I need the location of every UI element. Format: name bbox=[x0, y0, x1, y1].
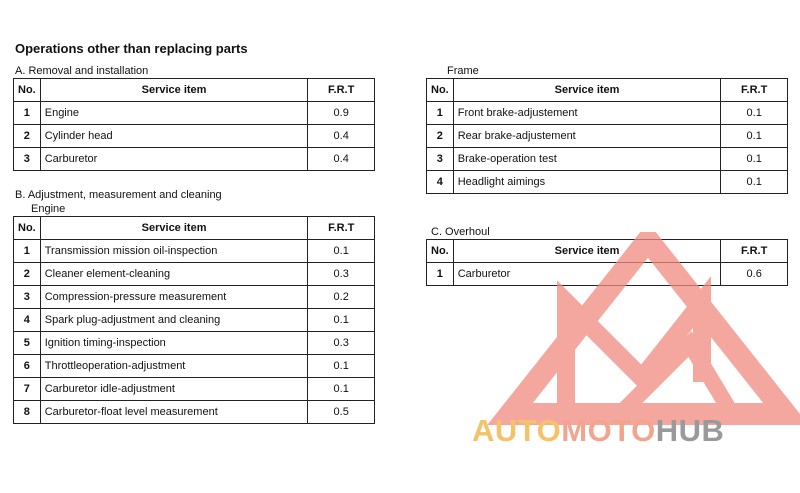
removal-installation-table bbox=[13, 78, 375, 171]
table-row bbox=[427, 171, 788, 194]
engine-adjustment-table bbox=[13, 216, 375, 424]
row-number: 3 bbox=[14, 286, 41, 309]
frt-value-cell: 0.1 bbox=[721, 148, 788, 171]
service-item-cell: Cylinder head bbox=[40, 125, 308, 148]
frt-value-cell: 0.3 bbox=[308, 332, 375, 355]
frt-value-cell: 0.1 bbox=[308, 309, 375, 332]
row-number: 8 bbox=[14, 401, 41, 424]
service-item-cell: Carburetor idle-adjustment bbox=[40, 378, 308, 401]
table-header-row bbox=[427, 79, 788, 102]
col-header-service-item: Service item bbox=[453, 240, 721, 263]
engine-subsection-label: Engine bbox=[31, 203, 66, 215]
section-c-label: C. Overhoul bbox=[431, 226, 490, 238]
row-number: 1 bbox=[14, 102, 41, 125]
service-item-cell: Cleaner element-cleaning bbox=[40, 263, 308, 286]
col-header-frt: F.R.T bbox=[721, 240, 788, 263]
frt-value-cell: 0.2 bbox=[308, 286, 375, 309]
col-header-service-item: Service item bbox=[40, 217, 308, 240]
row-number: 1 bbox=[427, 263, 454, 286]
col-header-service-item: Service item bbox=[40, 79, 308, 102]
col-header-no: No. bbox=[427, 79, 454, 102]
frt-value-cell: 0.1 bbox=[721, 125, 788, 148]
row-number: 4 bbox=[14, 309, 41, 332]
page-title: Operations other than replacing parts bbox=[15, 41, 248, 56]
service-item-cell: Throttleoperation-adjustment bbox=[40, 355, 308, 378]
col-header-frt: F.R.T bbox=[721, 79, 788, 102]
col-header-no: No. bbox=[14, 217, 41, 240]
watermark-hub-text: HUB bbox=[655, 413, 725, 448]
table-row bbox=[14, 401, 375, 424]
table-row bbox=[427, 263, 788, 286]
service-item-cell: Rear brake-adjustement bbox=[453, 125, 721, 148]
table-row bbox=[14, 102, 375, 125]
row-number: 4 bbox=[427, 171, 454, 194]
service-item-cell: Transmission mission oil-inspection bbox=[40, 240, 308, 263]
row-number: 1 bbox=[427, 102, 454, 125]
table-row bbox=[14, 378, 375, 401]
row-number: 2 bbox=[427, 125, 454, 148]
service-item-cell: Engine bbox=[40, 102, 308, 125]
row-number: 5 bbox=[14, 332, 41, 355]
table-header-row bbox=[14, 217, 375, 240]
service-item-cell: Compression-pressure measurement bbox=[40, 286, 308, 309]
row-number: 6 bbox=[14, 355, 41, 378]
row-number: 1 bbox=[14, 240, 41, 263]
col-header-frt: F.R.T bbox=[308, 79, 375, 102]
table-header-row bbox=[427, 240, 788, 263]
row-number: 3 bbox=[14, 148, 41, 171]
table-row bbox=[14, 286, 375, 309]
table-row bbox=[14, 125, 375, 148]
col-header-frt: F.R.T bbox=[308, 217, 375, 240]
table-row bbox=[14, 355, 375, 378]
service-item-cell: Headlight aimings bbox=[453, 171, 721, 194]
table-row bbox=[14, 332, 375, 355]
row-number: 2 bbox=[14, 263, 41, 286]
automotohub-watermark-text bbox=[472, 413, 724, 449]
col-header-no: No. bbox=[427, 240, 454, 263]
frt-value-cell: 0.1 bbox=[308, 378, 375, 401]
col-header-service-item: Service item bbox=[453, 79, 721, 102]
section-b-label: B. Adjustment, measurement and cleaning bbox=[15, 189, 222, 201]
table-row bbox=[14, 309, 375, 332]
frt-value-cell: 0.4 bbox=[308, 125, 375, 148]
service-item-cell: Ignition timing-inspection bbox=[40, 332, 308, 355]
frt-value-cell: 0.4 bbox=[308, 148, 375, 171]
row-number: 2 bbox=[14, 125, 41, 148]
table-row bbox=[427, 125, 788, 148]
row-number: 7 bbox=[14, 378, 41, 401]
table-row bbox=[14, 240, 375, 263]
table-row bbox=[14, 148, 375, 171]
col-header-no: No. bbox=[14, 79, 41, 102]
section-a-label: A. Removal and installation bbox=[15, 65, 149, 77]
service-item-cell: Carburetor bbox=[453, 263, 721, 286]
frt-value-cell: 0.5 bbox=[308, 401, 375, 424]
frt-value-cell: 0.9 bbox=[308, 102, 375, 125]
service-item-cell: Carburetor bbox=[40, 148, 308, 171]
service-item-cell: Carburetor-float level measurement bbox=[40, 401, 308, 424]
watermark-moto-text: MOTO bbox=[561, 413, 656, 448]
table-row bbox=[427, 148, 788, 171]
frt-value-cell: 0.1 bbox=[308, 355, 375, 378]
row-number: 3 bbox=[427, 148, 454, 171]
service-item-cell: Front brake-adjustement bbox=[453, 102, 721, 125]
service-item-cell: Brake-operation test bbox=[453, 148, 721, 171]
watermark-auto-text: AUTO bbox=[472, 413, 562, 448]
frt-value-cell: 0.3 bbox=[308, 263, 375, 286]
frt-value-cell: 0.1 bbox=[721, 171, 788, 194]
table-row bbox=[427, 102, 788, 125]
frt-value-cell: 0.1 bbox=[308, 240, 375, 263]
frt-value-cell: 0.1 bbox=[721, 102, 788, 125]
frame-subsection-label: Frame bbox=[447, 65, 479, 77]
frt-value-cell: 0.6 bbox=[721, 263, 788, 286]
frame-adjustment-table bbox=[426, 78, 788, 194]
overhaul-table bbox=[426, 239, 788, 286]
table-row bbox=[14, 263, 375, 286]
table-header-row bbox=[14, 79, 375, 102]
service-item-cell: Spark plug-adjustment and cleaning bbox=[40, 309, 308, 332]
